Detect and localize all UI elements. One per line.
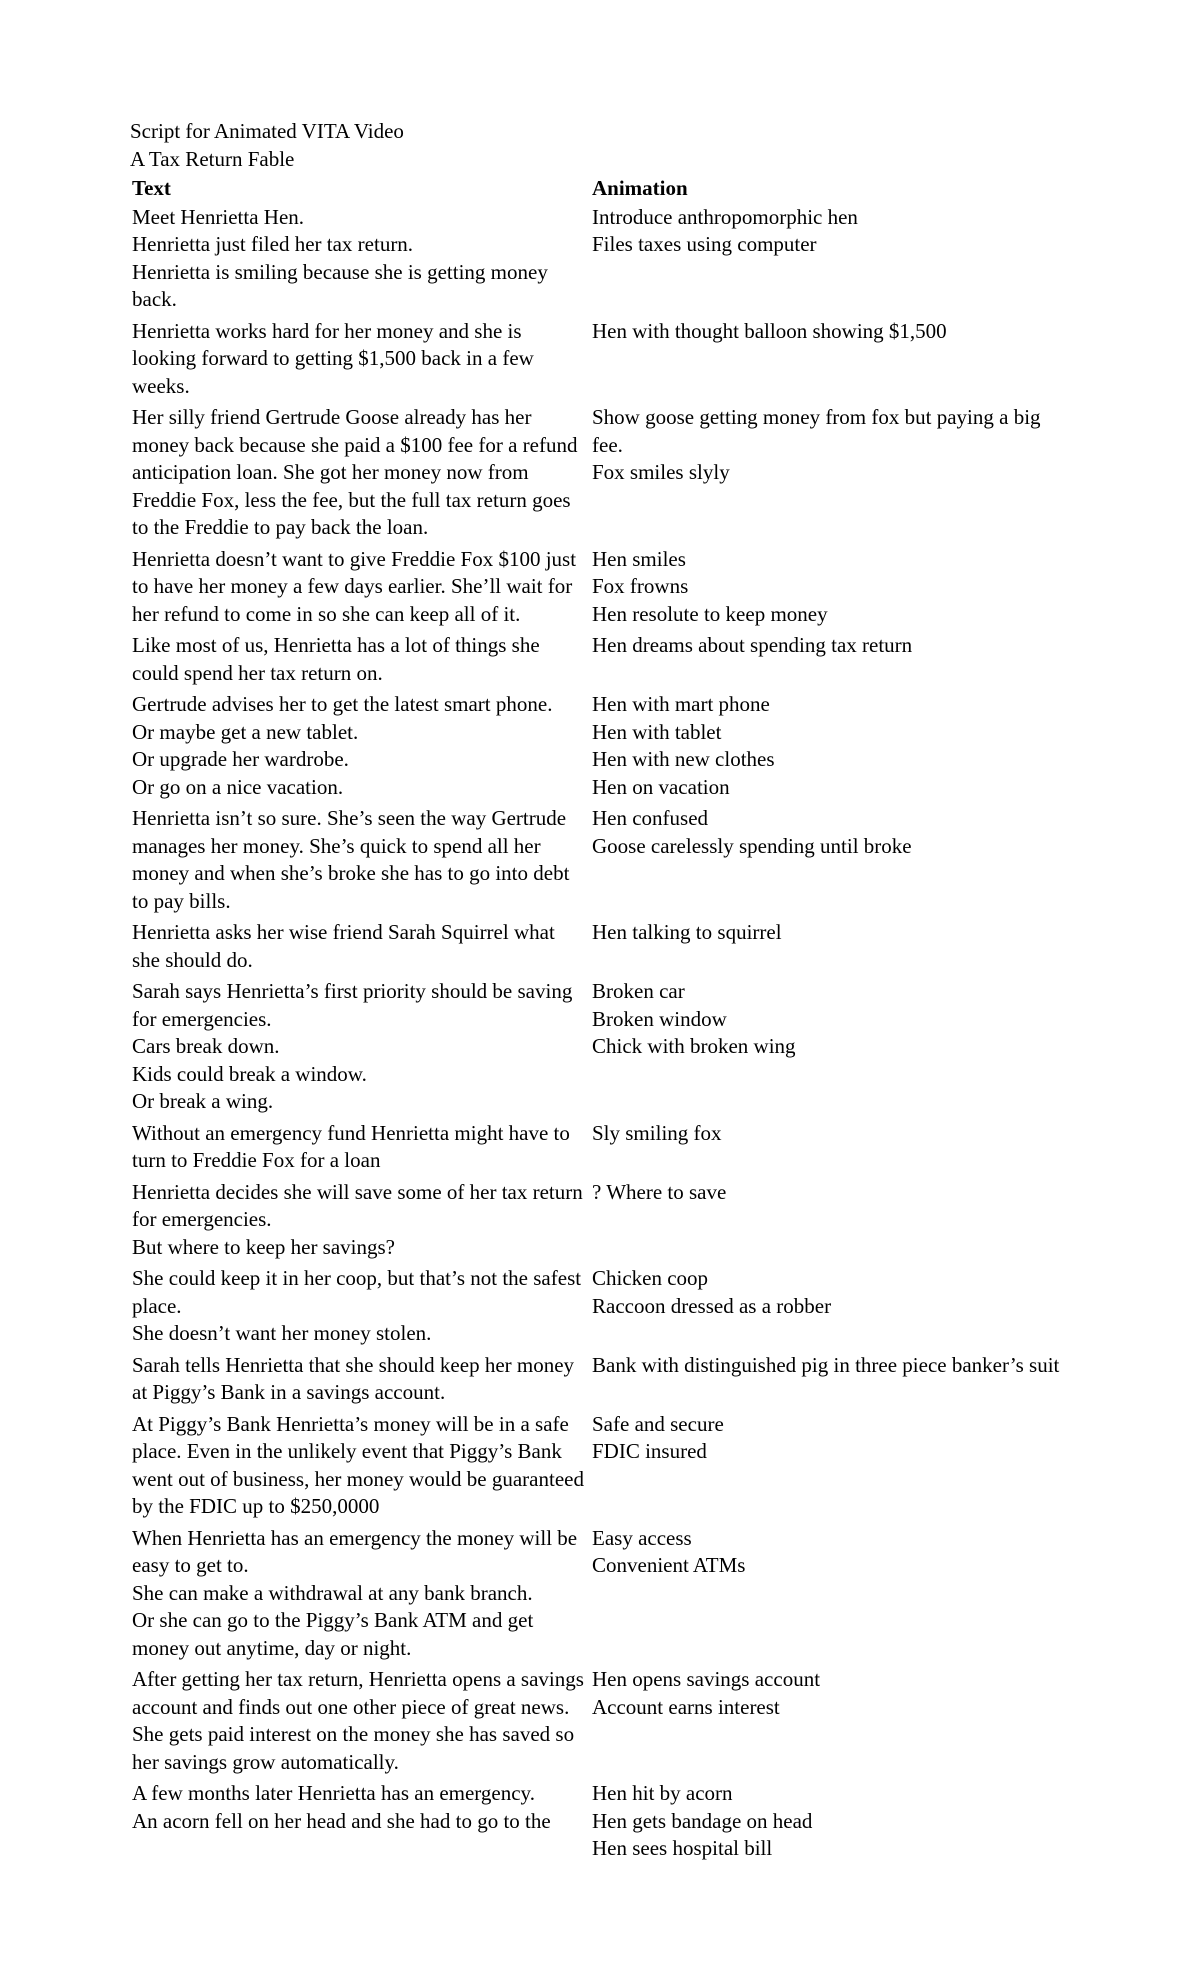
animation-cell: [590, 1265, 1064, 1352]
animation-note: Hen on vacation: [592, 774, 730, 799]
animation-cell: [590, 1352, 1064, 1411]
animation-note: Files taxes using computer: [592, 232, 817, 256]
narration-line: Or go on a nice vacation.: [132, 774, 344, 799]
table-row: [130, 632, 1064, 691]
table-row: [130, 404, 1064, 546]
text-cell: [130, 919, 590, 978]
animation-cell: [590, 805, 1064, 919]
narration-line: Henrietta works hard for her money and she is looking forward to getting $1,500 back in a few weeks.: [132, 318, 534, 398]
header-text: Text: [132, 176, 171, 200]
narration-line: When Henrietta has an emergency the money will be easy to get to.: [132, 1525, 578, 1577]
table-row: [130, 805, 1064, 919]
narration-line: She gets paid interest on the money she has saved so her savings grow automatically.: [132, 1722, 575, 1774]
animation-note: Broken window: [592, 1006, 727, 1031]
animation-note: FDIC insured: [592, 1439, 707, 1463]
table-row: [130, 1780, 1064, 1867]
text-cell: [130, 1411, 590, 1525]
narration-line: A few months later Henrietta has an emergency.: [132, 1781, 535, 1805]
text-cell: [130, 1666, 590, 1780]
header-animation: Animation: [592, 176, 688, 200]
animation-note: Hen with new clothes: [592, 747, 775, 771]
animation-note: Safe and secure: [592, 1411, 724, 1436]
text-cell: [130, 691, 590, 805]
text-cell: [130, 632, 590, 691]
animation-note: ? Where to save: [592, 1179, 727, 1204]
animation-note: Goose carelessly spending until broke: [592, 833, 912, 858]
narration-line: Or she can go to the Piggy’s Bank ATM and get money out anytime, day or night.: [132, 1608, 534, 1660]
animation-note: Hen gets bandage on head: [592, 1808, 813, 1833]
table-row: [130, 1120, 1064, 1179]
text-cell: [130, 318, 590, 405]
animation-cell: [590, 546, 1064, 633]
narration-line: Sarah says Henrietta’s first priority should be saving for emergencies.: [132, 979, 573, 1031]
animation-cell: [590, 691, 1064, 805]
animation-note: Hen with tablet: [592, 719, 722, 744]
narration-line: Like most of us, Henrietta has a lot of things she could spend her tax return on.: [132, 633, 540, 685]
text-cell: [130, 805, 590, 919]
narration-line: Kids could break a window.: [132, 1061, 367, 1086]
animation-note: Fox frowns: [592, 574, 689, 598]
text-cell: [130, 978, 590, 1120]
table-row: [130, 1525, 1064, 1667]
text-cell: [130, 1120, 590, 1179]
narration-line: Or break a wing.: [132, 1089, 274, 1113]
animation-note: Sly smiling fox: [592, 1120, 722, 1145]
narration-line: Henrietta is smiling because she is getting money back.: [132, 259, 548, 311]
narration-line: She could keep it in her coop, but that’s not the safest place.: [132, 1266, 582, 1318]
document-subtitle: A Tax Return Fable: [130, 146, 295, 171]
narration-line: Or upgrade her wardrobe.: [132, 747, 349, 771]
table-body: [130, 204, 1064, 1867]
narration-line: She doesn’t want her money stolen.: [132, 1321, 432, 1345]
animation-note: Easy access: [592, 1525, 692, 1550]
narration-line: Henrietta isn’t so sure. She’s seen the way Gertrude manages her money. She’s quick to spend all her money and when she’s broke she has to go into debt to pay bills.: [132, 806, 570, 913]
animation-cell: [590, 204, 1064, 318]
text-cell: [130, 1525, 590, 1667]
table-row: [130, 1179, 1064, 1266]
animation-note: Chick with broken wing: [592, 1034, 796, 1058]
narration-line: An acorn fell on her head and she had to go to the: [132, 1808, 551, 1833]
animation-note: Hen hit by acorn: [592, 1781, 733, 1805]
animation-note: Fox smiles slyly: [592, 460, 730, 484]
text-cell: [130, 1352, 590, 1411]
animation-note: Convenient ATMs: [592, 1553, 746, 1577]
narration-line: But where to keep her savings?: [132, 1234, 396, 1259]
animation-note: Hen sees hospital bill: [592, 1836, 773, 1860]
animation-cell: [590, 1666, 1064, 1780]
animation-note: Hen talking to squirrel: [592, 920, 782, 944]
animation-cell: [590, 1179, 1064, 1266]
animation-cell: [590, 404, 1064, 546]
animation-note: Bank with distinguished pig in three piece banker’s suit: [592, 1352, 1060, 1377]
animation-note: Hen opens savings account: [592, 1667, 821, 1691]
script-table: [130, 175, 1064, 1867]
animation-note: Raccoon dressed as a robber: [592, 1293, 832, 1318]
narration-line: Sarah tells Henrietta that she should keep her money at Piggy’s Bank in a savings account.: [132, 1352, 575, 1404]
table-row: [130, 318, 1064, 405]
animation-note: Hen with thought balloon showing $1,500: [592, 318, 947, 343]
animation-cell: [590, 1525, 1064, 1667]
table-row: [130, 978, 1064, 1120]
animation-note: Hen dreams about spending tax return: [592, 633, 913, 657]
narration-line: Or maybe get a new tablet.: [132, 719, 359, 744]
narration-line: At Piggy’s Bank Henrietta’s money will be in a safe place. Even in the unlikely event that Piggy’s Bank went out of business, her money would be guaranteed by the FDIC up to $250,0000: [132, 1411, 584, 1518]
animation-cell: [590, 919, 1064, 978]
table-row: [130, 546, 1064, 633]
text-cell: [130, 1179, 590, 1266]
animation-note: Hen confused: [592, 806, 709, 830]
narration-line: She can make a withdrawal at any bank branch.: [132, 1580, 533, 1605]
text-cell: [130, 1780, 590, 1867]
animation-note: Hen smiles: [592, 546, 686, 571]
narration-line: Henrietta decides she will save some of her tax return for emergencies.: [132, 1179, 583, 1231]
document-title: Script for Animated VITA Video: [130, 119, 404, 143]
narration-line: Henrietta doesn’t want to give Freddie Fox $100 just to have her money a few days earlier. She’ll wait for her refund to come in so she can keep all of it.: [132, 546, 577, 626]
narration-line: Her silly friend Gertrude Goose already has her money back because she paid a $100 fee for a refund anticipation loan. She got her money now from Freddie Fox, less the fee, but the full tax return goes to the Freddie to pay back the loan.: [132, 405, 578, 539]
narration-line: Henrietta just filed her tax return.: [132, 232, 414, 256]
narration-line: Meet Henrietta Hen.: [132, 204, 305, 229]
narration-line: Without an emergency fund Henrietta might have to turn to Freddie Fox for a loan: [132, 1120, 570, 1172]
table-row: [130, 1265, 1064, 1352]
table-row: [130, 204, 1064, 318]
narration-line: Henrietta asks her wise friend Sarah Squirrel what she should do.: [132, 920, 555, 972]
text-cell: [130, 1265, 590, 1352]
animation-note: Introduce anthropomorphic hen: [592, 204, 858, 229]
animation-cell: [590, 318, 1064, 405]
animation-note: Account earns interest: [592, 1694, 780, 1719]
text-cell: [130, 546, 590, 633]
animation-note: Hen with mart phone: [592, 692, 770, 716]
table-header-row: [130, 175, 1064, 204]
animation-note: Broken car: [592, 979, 685, 1003]
narration-line: Gertrude advises her to get the latest smart phone.: [132, 692, 553, 716]
animation-cell: [590, 978, 1064, 1120]
table-row: [130, 1411, 1064, 1525]
text-cell: [130, 404, 590, 546]
animation-cell: [590, 1780, 1064, 1867]
animation-cell: [590, 632, 1064, 691]
animation-note: Show goose getting money from fox but paying a big fee.: [592, 405, 1041, 457]
animation-cell: [590, 1120, 1064, 1179]
table-row: [130, 691, 1064, 805]
text-cell: [130, 204, 590, 318]
animation-cell: [590, 1411, 1064, 1525]
table-row: [130, 919, 1064, 978]
narration-line: After getting her tax return, Henrietta opens a savings account and finds out one other piece of great news.: [132, 1667, 584, 1719]
table-row: [130, 1352, 1064, 1411]
narration-line: Cars break down.: [132, 1034, 280, 1058]
document: [130, 118, 1090, 1867]
animation-note: Hen resolute to keep money: [592, 601, 828, 626]
table-row: [130, 1666, 1064, 1780]
animation-note: Chicken coop: [592, 1266, 709, 1290]
